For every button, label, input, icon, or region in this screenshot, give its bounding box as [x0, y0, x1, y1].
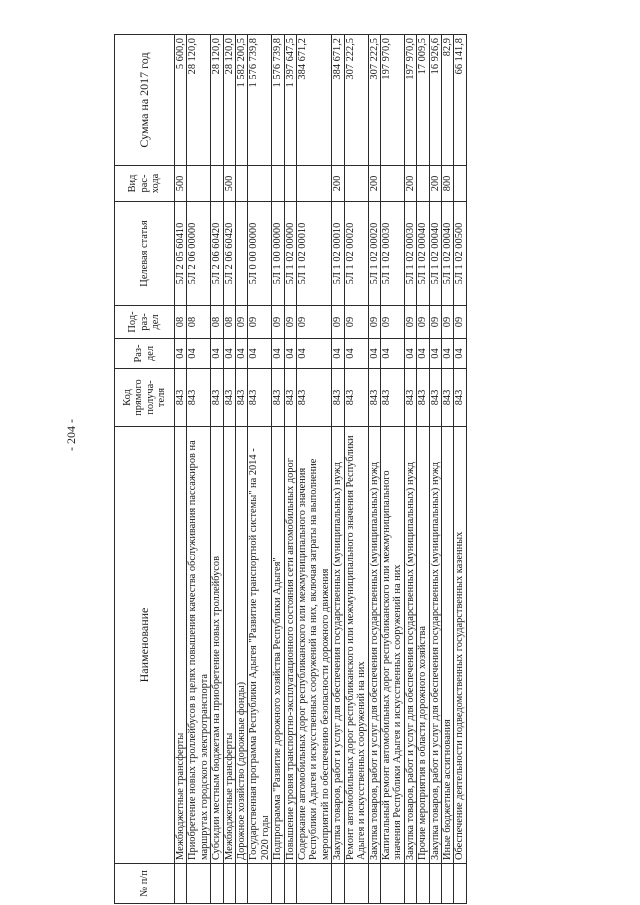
row-podrazdel-cell: 09: [429, 306, 441, 339]
row-statya-cell: 5Л 2 06 00000: [187, 202, 211, 306]
row-num-cell: [332, 864, 344, 904]
row-num-cell: [441, 864, 453, 904]
row-podrazdel-cell: 09: [284, 306, 296, 339]
row-podrazdel-cell: 09: [236, 306, 248, 339]
row-statya-cell: 5Л 1 02 00010: [297, 202, 332, 306]
row-razdel-cell: 04: [175, 339, 187, 369]
table-row: [211, 35, 223, 904]
table-row: [272, 35, 284, 904]
table-row: [404, 35, 416, 904]
row-statya-cell: 5Л 1 02 00020: [344, 202, 368, 306]
row-vid-cell: [187, 166, 211, 202]
page-number: - 204 -: [64, 419, 78, 451]
row-razdel-cell: 04: [404, 339, 416, 369]
row-num-cell: [454, 864, 466, 904]
row-sum-cell: 66 141,8: [454, 35, 466, 166]
col-name-header: Наименование: [115, 427, 175, 864]
row-podrazdel-cell: 08: [223, 306, 235, 339]
row-podrazdel-cell: 09: [272, 306, 284, 339]
row-name-cell: Прочие мероприятия в области дорожного хозяйства: [417, 427, 429, 864]
table-row: [187, 35, 211, 904]
row-sum-cell: 384 671,2: [332, 35, 344, 166]
table-row: [284, 35, 296, 904]
table-row: [429, 35, 441, 904]
table-row: [417, 35, 429, 904]
row-podrazdel-cell: 09: [380, 306, 404, 339]
row-podrazdel-cell: 08: [187, 306, 211, 339]
table-row: [454, 35, 466, 904]
row-razdel-cell: 04: [332, 339, 344, 369]
col-num-header: № п/п: [115, 864, 175, 904]
row-name-cell: Государственная программа Республики Адыгея "Развитие транспортной системы" на 2014 - 2020 годы: [248, 427, 272, 864]
row-statya-cell: 5Л 1 02 00030: [404, 202, 416, 306]
row-num-cell: [211, 864, 223, 904]
row-vid-cell: [297, 166, 332, 202]
row-vid-cell: 500: [175, 166, 187, 202]
row-code-cell: 843: [380, 369, 404, 427]
row-razdel-cell: 04: [187, 339, 211, 369]
row-statya-cell: 5Л 1 02 00040: [429, 202, 441, 306]
row-vid-cell: 200: [429, 166, 441, 202]
row-sum-cell: 28 120,0: [187, 35, 211, 166]
row-razdel-cell: 04: [344, 339, 368, 369]
row-vid-cell: [248, 166, 272, 202]
row-vid-cell: [454, 166, 466, 202]
col-statya-header: Целевая статья: [115, 202, 175, 306]
row-statya-cell: 5Л 1 02 00020: [368, 202, 380, 306]
table-row: [175, 35, 187, 904]
row-name-cell: Межбюджетные трансферты: [175, 427, 187, 864]
row-num-cell: [236, 864, 248, 904]
row-vid-cell: [236, 166, 248, 202]
row-sum-cell: 307 222,5: [368, 35, 380, 166]
row-podrazdel-cell: 09: [454, 306, 466, 339]
row-vid-cell: [344, 166, 368, 202]
table-row: [236, 35, 248, 904]
row-num-cell: [297, 864, 332, 904]
row-name-cell: Межбюджетные трансферты: [223, 427, 235, 864]
row-num-cell: [248, 864, 272, 904]
row-code-cell: 843: [332, 369, 344, 427]
row-vid-cell: [417, 166, 429, 202]
row-podrazdel-cell: 09: [404, 306, 416, 339]
row-statya-cell: 5Л 2 06 60420: [211, 202, 223, 306]
row-statya-cell: 5Л 1 02 00000: [284, 202, 296, 306]
row-statya-cell: 5Л 2 05 60410: [175, 202, 187, 306]
row-vid-cell: [380, 166, 404, 202]
row-num-cell: [223, 864, 235, 904]
row-razdel-cell: 04: [429, 339, 441, 369]
row-sum-cell: 197 970,0: [380, 35, 404, 166]
row-statya-cell: 5Л 2 06 60420: [223, 202, 235, 306]
row-sum-cell: 1 576 739,8: [272, 35, 284, 166]
row-sum-cell: 197 970,0: [404, 35, 416, 166]
row-name-cell: Повышение уровня транспортно-эксплуатационного состояния сети автомобильных дорог: [284, 427, 296, 864]
row-statya-cell: 5Л 1 02 00040: [417, 202, 429, 306]
row-sum-cell: 1 576 739,8: [248, 35, 272, 166]
row-statya-cell: 5Л 0 00 00000: [248, 202, 272, 306]
row-name-cell: Закупка товаров, работ и услуг для обеспечения государственных (муниципальных) нужд: [429, 427, 441, 864]
row-podrazdel-cell: 09: [368, 306, 380, 339]
table-row: [223, 35, 235, 904]
row-vid-cell: [284, 166, 296, 202]
row-code-cell: 843: [297, 369, 332, 427]
row-code-cell: 843: [187, 369, 211, 427]
row-code-cell: 843: [284, 369, 296, 427]
row-sum-cell: 384 671,2: [297, 35, 332, 166]
row-code-cell: 843: [417, 369, 429, 427]
row-sum-cell: 16 926,6: [429, 35, 441, 166]
row-podrazdel-cell: 09: [344, 306, 368, 339]
row-name-cell: Иные бюджетные ассигнования: [441, 427, 453, 864]
row-code-cell: 843: [454, 369, 466, 427]
row-razdel-cell: 04: [441, 339, 453, 369]
row-razdel-cell: 04: [380, 339, 404, 369]
col-sum-header: Сумма на 2017 год: [115, 35, 175, 166]
row-statya-cell: [236, 202, 248, 306]
row-podrazdel-cell: 08: [211, 306, 223, 339]
row-razdel-cell: 04: [248, 339, 272, 369]
table-row: [368, 35, 380, 904]
row-sum-cell: 1 582 200,5: [236, 35, 248, 166]
row-name-cell: Содержание автомобильных дорог республиканского или межмуниципального значения Республики Адыгея и искусственных сооружений на них, включая затраты на выполнение мероприятий по обеспечению безопасности дорожного движения: [297, 427, 332, 864]
table-row: [380, 35, 404, 904]
row-code-cell: 843: [236, 369, 248, 427]
row-sum-cell: 28 120,0: [211, 35, 223, 166]
row-name-cell: Закупка товаров, работ и услуг для обеспечения государственных (муниципальных) нужд: [368, 427, 380, 864]
row-vid-cell: 200: [332, 166, 344, 202]
row-razdel-cell: 04: [272, 339, 284, 369]
row-num-cell: [175, 864, 187, 904]
row-vid-cell: 200: [368, 166, 380, 202]
row-razdel-cell: 04: [223, 339, 235, 369]
row-name-cell: Закупка товаров, работ и услуг для обеспечения государственных (муниципальных) нужд: [332, 427, 344, 864]
row-name-cell: Ремонт автомобильных дорог республиканского или межмуниципального значения Республики Адыгея и искусственных сооружений на них: [344, 427, 368, 864]
row-name-cell: Капитальный ремонт автомобильных дорог республиканского или межмуниципального значения Республики Адыгея и искусственных сооружений на них: [380, 427, 404, 864]
row-code-cell: 843: [272, 369, 284, 427]
row-code-cell: 843: [248, 369, 272, 427]
row-num-cell: [187, 864, 211, 904]
col-razdel-header: Раз-дел: [115, 339, 175, 369]
row-num-cell: [344, 864, 368, 904]
row-code-cell: 843: [429, 369, 441, 427]
row-sum-cell: 1 397 647,5: [284, 35, 296, 166]
row-razdel-cell: 04: [211, 339, 223, 369]
row-vid-cell: 200: [404, 166, 416, 202]
row-sum-cell: 5 600,0: [175, 35, 187, 166]
row-name-cell: Приобретение новых троллейбусов в целях повышения качества обслуживания пассажиров на маршрутах городского электротранспорта: [187, 427, 211, 864]
row-podrazdel-cell: 09: [297, 306, 332, 339]
row-sum-cell: 28 120,0: [223, 35, 235, 166]
row-num-cell: [272, 864, 284, 904]
row-num-cell: [368, 864, 380, 904]
row-code-cell: 843: [441, 369, 453, 427]
table-row: [332, 35, 344, 904]
row-sum-cell: 82,9: [441, 35, 453, 166]
table-row: [297, 35, 332, 904]
row-statya-cell: 5Л 1 02 00030: [380, 202, 404, 306]
row-vid-cell: 800: [441, 166, 453, 202]
row-code-cell: 843: [404, 369, 416, 427]
table-row: [441, 35, 453, 904]
row-name-cell: Закупка товаров, работ и услуг для обеспечения государственных (муниципальных) нужд: [404, 427, 416, 864]
row-num-cell: [429, 864, 441, 904]
row-num-cell: [404, 864, 416, 904]
row-vid-cell: 500: [223, 166, 235, 202]
col-code-header: Код прямого получа-теля: [115, 369, 175, 427]
row-code-cell: 843: [223, 369, 235, 427]
table-row: [344, 35, 368, 904]
table-row: [248, 35, 272, 904]
row-statya-cell: 5Л 1 00 00000: [272, 202, 284, 306]
row-statya-cell: 5Л 1 02 00500: [454, 202, 466, 306]
row-podrazdel-cell: 09: [441, 306, 453, 339]
budget-table-page: [114, 35, 587, 904]
row-num-cell: [284, 864, 296, 904]
row-name-cell: Субсидии местным бюджетам на приобретение новых троллейбусов: [211, 427, 223, 864]
row-code-cell: 843: [368, 369, 380, 427]
row-name-cell: Подпрограмма "Развитие дорожного хозяйства Республики Адыгея": [272, 427, 284, 864]
row-num-cell: [380, 864, 404, 904]
row-statya-cell: 5Л 1 02 00040: [441, 202, 453, 306]
row-vid-cell: [272, 166, 284, 202]
row-code-cell: 843: [175, 369, 187, 427]
row-vid-cell: [211, 166, 223, 202]
row-podrazdel-cell: 09: [332, 306, 344, 339]
col-podrazdel-header: Под-раз-дел: [115, 306, 175, 339]
row-razdel-cell: 04: [454, 339, 466, 369]
table-header: [115, 35, 175, 904]
row-podrazdel-cell: 08: [175, 306, 187, 339]
row-razdel-cell: 04: [236, 339, 248, 369]
row-razdel-cell: 04: [297, 339, 332, 369]
row-name-cell: Дорожное хозяйство (дорожные фонды): [236, 427, 248, 864]
budget-table: [114, 34, 467, 904]
row-razdel-cell: 04: [284, 339, 296, 369]
row-razdel-cell: 04: [368, 339, 380, 369]
row-sum-cell: 17 009,5: [417, 35, 429, 166]
row-podrazdel-cell: 09: [417, 306, 429, 339]
row-statya-cell: 5Л 1 02 00010: [332, 202, 344, 306]
row-name-cell: Обеспечение деятельности подведомственных государственных казенных: [454, 427, 466, 864]
col-vid-header: Вид рас-хода: [115, 166, 175, 202]
row-code-cell: 843: [344, 369, 368, 427]
row-sum-cell: 307 222,5: [344, 35, 368, 166]
table-body: [175, 35, 467, 904]
row-razdel-cell: 04: [417, 339, 429, 369]
row-podrazdel-cell: 09: [248, 306, 272, 339]
row-code-cell: 843: [211, 369, 223, 427]
row-num-cell: [417, 864, 429, 904]
